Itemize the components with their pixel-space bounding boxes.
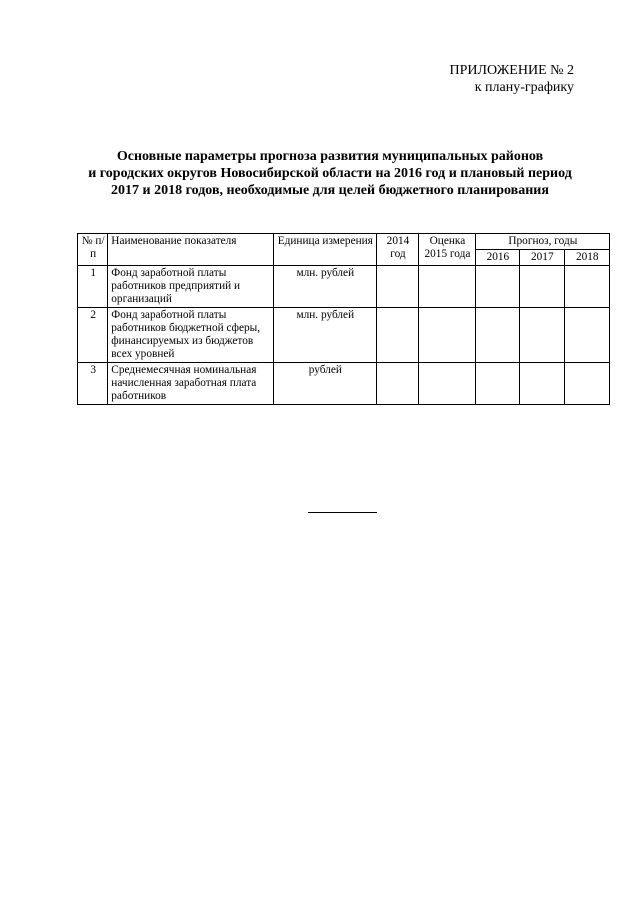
header-name: Наименование показателя [108,234,274,266]
end-divider [308,512,377,513]
row-value-2018 [564,363,610,405]
header-num: № п/п [78,234,108,266]
header-2014: 2014 год [376,234,418,266]
row-unit: млн. рублей [273,266,376,308]
header-2016: 2016 [475,250,519,266]
row-value-2017 [520,363,564,405]
row-value-2016 [475,363,519,405]
parameters-table [77,233,610,405]
row-num: 2 [78,308,108,363]
row-name: Среднемесячная номинальная начисленная заработная плата работников [108,363,274,405]
row-value-2014 [376,363,418,405]
row-value-2015 [419,363,476,405]
row-unit: рублей [273,363,376,405]
appendix-reference: к плану-графику [474,80,574,95]
row-value-2018 [564,266,610,308]
row-unit: млн. рублей [273,308,376,363]
table-header-row [78,234,610,250]
title-line-1: Основные параметры прогноза развития муниципальных районов [116,149,544,164]
row-value-2016 [475,266,519,308]
appendix-number: ПРИЛОЖЕНИЕ № 2 [449,63,574,78]
row-name: Фонд заработной платы работников предприятий и организаций [108,266,274,308]
row-value-2016 [475,308,519,363]
header-2018: 2018 [564,250,610,266]
row-name: Фонд заработной платы работников бюджетной сферы, финансируемых из бюджетов всех уровней [108,308,274,363]
row-num: 1 [78,266,108,308]
row-value-2017 [520,266,564,308]
document-title [60,148,600,199]
header-unit: Единица измерения [273,234,376,266]
row-value-2015 [419,308,476,363]
row-value-2018 [564,308,610,363]
appendix-label [450,62,575,96]
header-forecast: Прогноз, годы [475,234,609,250]
table-row [78,266,610,308]
row-num: 3 [78,363,108,405]
row-value-2014 [376,308,418,363]
title-line-2: и городских округов Новосибирской области на 2016 год и плановый период [88,166,572,181]
header-2017: 2017 [520,250,564,266]
row-value-2014 [376,266,418,308]
title-line-3: 2017 и 2018 годов, необходимые для целей бюджетного планирования [111,183,549,198]
row-value-2015 [419,266,476,308]
row-value-2017 [520,308,564,363]
header-estimate-2015: Оценка 2015 года [419,234,476,266]
table-row [78,363,610,405]
table-row [78,308,610,363]
